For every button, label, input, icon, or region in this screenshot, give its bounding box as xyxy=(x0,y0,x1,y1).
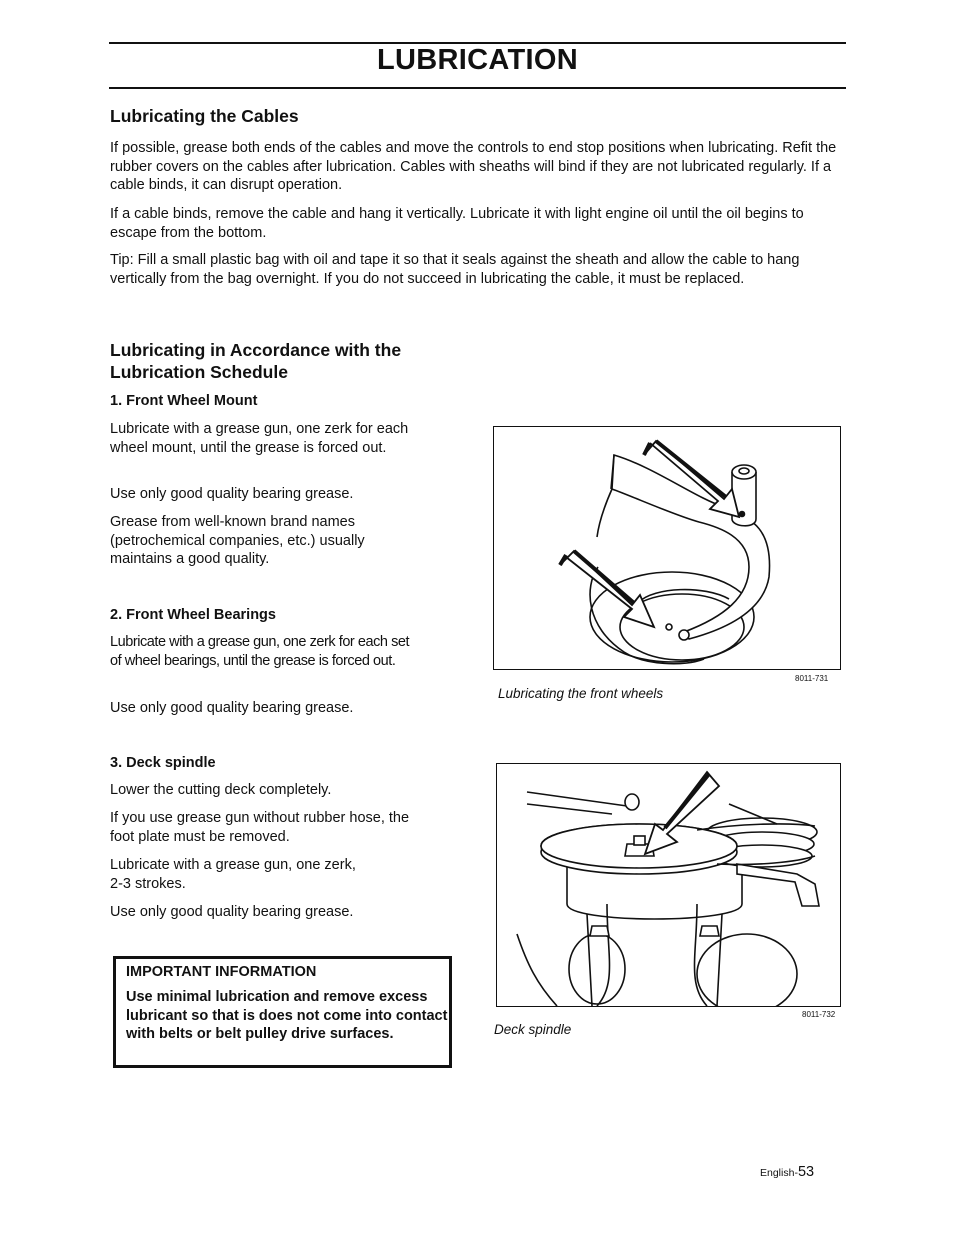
schedule-heading-line-2: Lubrication Schedule xyxy=(110,362,288,382)
schedule-heading-line-1: Lubricating in Accordance with the xyxy=(110,340,402,360)
spindle-paragraph-3-line-1: Lubricate with a grease gun, one zerk, xyxy=(110,857,356,873)
section-heading-cables: Lubricating the Cables xyxy=(110,106,299,126)
figure-caption-front-wheel: Lubricating the front wheels xyxy=(498,686,664,701)
page-footer xyxy=(760,1163,814,1181)
front-wheel-illustration-icon xyxy=(494,427,840,669)
cables-paragraph-1: If possible, grease both ends of the cables and move the controls to end stop positions when lubricating. Refit the rubber covers on the cables after lubrication. Cables with sheaths will bind if they are not lubricated regularly. If a cable binds, it can disrupt operation. xyxy=(110,140,837,194)
mount-paragraph-1: Lubricate with a grease gun, one zerk for each wheel mount, until the grease is forced out. xyxy=(110,421,409,456)
mount-paragraph-3: Grease from well-known brand names (petrochemical companies, etc.) usually maintains a good quality. xyxy=(110,514,365,568)
subheading-front-wheel-mount: 1. Front Wheel Mount xyxy=(110,393,258,409)
spindle-paragraph-4: Use only good quality bearing grease. xyxy=(110,904,354,920)
spindle-paragraph-3-line-2: 2-3 strokes. xyxy=(110,875,186,892)
subheading-front-wheel-bearings: 2. Front Wheel Bearings xyxy=(110,607,276,623)
title-rule-bottom xyxy=(109,87,846,89)
bearings-paragraph-2: Use only good quality bearing grease. xyxy=(110,700,354,716)
section-heading-schedule xyxy=(110,339,401,383)
figure-front-wheel xyxy=(493,426,841,670)
page-number: 53 xyxy=(797,1164,815,1180)
deck-spindle-illustration-icon xyxy=(497,764,840,1006)
figure-deck-spindle xyxy=(496,763,841,1007)
figure-code-deck-spindle: 8011-732 xyxy=(802,1010,836,1019)
subheading-deck-spindle: 3. Deck spindle xyxy=(110,755,216,771)
important-information-box xyxy=(113,956,452,1068)
important-information-title: IMPORTANT INFORMATION xyxy=(126,964,317,980)
cables-paragraph-2: If a cable binds, remove the cable and hang it vertically. Lubricate it with light engine oil until the oil begins to escape from the bottom. xyxy=(110,206,804,241)
figure-code-front-wheel: 8011-731 xyxy=(795,674,829,683)
footer-language: English- xyxy=(760,1167,798,1179)
spindle-paragraph-2: If you use grease gun without rubber hose, the foot plate must be removed. xyxy=(110,810,410,845)
spindle-paragraph-3 xyxy=(110,856,430,893)
spindle-paragraph-1: Lower the cutting deck completely. xyxy=(110,782,332,798)
bearings-paragraph-1: Lubricate with a grease gun, one zerk for each set of wheel bearings, until the grease is forced out. xyxy=(110,634,410,669)
page-title: LUBRICATION xyxy=(377,44,578,76)
cables-paragraph-3: Tip: Fill a small plastic bag with oil and tape it so that it seals against the sheath and allow the cable to hang vertically from the bag overnight. If you do not succeed in lubricating the cable, it must be replaced. xyxy=(110,252,800,287)
mount-paragraph-2: Use only good quality bearing grease. xyxy=(110,486,354,502)
figure-caption-deck-spindle: Deck spindle xyxy=(494,1022,572,1037)
important-information-text: Use minimal lubrication and remove excess lubricant so that is does not come into contact with belts or belt pulley drive surfaces. xyxy=(126,989,448,1043)
